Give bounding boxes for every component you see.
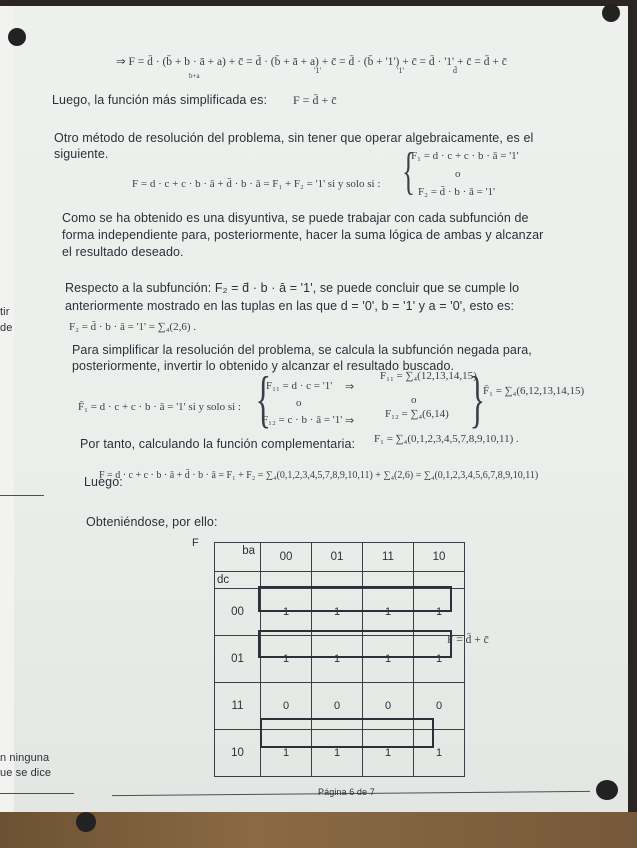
brace-label-d: d̄	[453, 66, 457, 75]
margin-rule-1	[0, 495, 44, 496]
kmap-cell: 1	[414, 730, 465, 777]
binder-hole-bottom-left	[76, 812, 96, 832]
margin-rule-2	[0, 793, 74, 794]
para-simplificar-line-2: posteriormente, invertir lo obtenido y alcanzar el resultado buscado.	[72, 359, 455, 373]
kmap-dc-label: dc	[215, 572, 261, 589]
eq-f1: F₁ = d · c + c · b · ā = '1'	[411, 150, 519, 162]
margin-text-bottom-1: n ninguna	[0, 752, 50, 764]
respecto-line-2: anteriormente mostrado en las tuplas en las que d = '0', b = '1' y a = '0', esto es:	[65, 299, 515, 313]
kmap-cell: 1	[312, 636, 363, 683]
kmap-group-row-00	[258, 586, 452, 612]
kmap-col-header: 01	[312, 543, 363, 572]
kmap-cell: 0	[363, 683, 414, 730]
binder-hole-top-right	[602, 4, 620, 22]
kmap-cell: 1	[312, 730, 363, 777]
brace-label-one-a: '1'	[314, 66, 321, 75]
brace-label-one-b: '1'	[397, 66, 404, 75]
eq-f12: F₁₂ = c · b · ā = '1'	[262, 414, 343, 426]
brace-label-b-plus-a: b+a	[189, 72, 200, 80]
kmap-group-row-10	[260, 718, 434, 748]
kmap-row-header: 10	[215, 730, 261, 777]
kmap-cell: 0	[261, 683, 312, 730]
top-equation: ⇒ F = d̄ · (b̄ + b · ā + a) + c̄ = d̄ · (b̄ + ā + a) + c̄ = d̄ · (b̄ + '1') + c̄ = d̄ · '1' + c̄ = d̄ + c̄	[116, 56, 507, 68]
eq-f11-sum: F₁₁ = ∑₄(12,13,14,15)	[380, 370, 477, 382]
obteniendose-text: Obteniéndose, por ello:	[86, 515, 218, 529]
luego-label: Luego:	[84, 475, 123, 489]
kmap-cell: 1	[312, 589, 363, 636]
kmap-col-header: 10	[414, 543, 465, 572]
kmap-row-header: 00	[215, 589, 261, 636]
page-number: Página 6 de 7	[318, 787, 375, 797]
por-tanto-eq: F₁ = ∑₄(0,1,2,3,4,5,7,8,9,10,11) .	[374, 433, 519, 445]
luego-final-eq: F = d · c + c · b · ā + d̄ · b · ā = F₁ + F₂ = ∑₄(0,1,2,3,4,5,7,8,9,10,11) + ∑₄(2,6) = ∑₄(0,1,2,3,4,5,6,7,8,9,10,11)	[99, 470, 539, 481]
eq-negated-result: F̄₁ = ∑₄(6,12,13,14,15)	[483, 385, 585, 397]
margin-text-bottom-2: ue se dice	[0, 767, 52, 779]
kmap-col-header: 00	[261, 543, 312, 572]
eq-f-disjunction: F = d · c + c · b · ā + d̄ · b · ā = F₁ + F₂ = '1' si y solo si :	[132, 178, 381, 190]
eq-f12-sum: F₁₂ = ∑₄(6,14)	[385, 408, 449, 420]
desk-background	[0, 812, 637, 848]
eq-or-2a: o	[296, 397, 302, 409]
luego-simplified-eq: F = d̄ + c̄	[293, 93, 337, 107]
kmap-cell: 0	[312, 683, 363, 730]
negated-eq-left: F̄₁ = d · c + c · b · ā = '1' si y solo si :	[78, 401, 241, 413]
respecto-eq: F₂ = d̄ · b · ā = '1' = ∑₄(2,6) .	[69, 321, 196, 333]
karnaugh-map	[214, 542, 465, 777]
left-page-edge	[0, 6, 14, 812]
margin-text-left-1: tir	[0, 306, 10, 318]
eq-f11: F₁₁ = d · c = '1'	[266, 380, 333, 392]
eq-arrow-1: ⇒	[345, 381, 355, 393]
luego-simplified-text: Luego, la función más simplificada es:	[52, 93, 268, 107]
brace-left-1: {	[402, 143, 415, 200]
kmap-group-row-01	[258, 630, 452, 658]
por-tanto-text: Por tanto, calculando la función complementaria:	[80, 437, 356, 451]
otro-metodo-line-2: siguiente.	[54, 147, 109, 161]
kmap-cell: 1	[363, 636, 414, 683]
disyuntiva-line-1: Como se ha obtenido es una disyuntiva, se puede trabajar con cada subfunción de	[62, 211, 529, 225]
kmap-result-eq: F = d̄ + c̄	[447, 634, 489, 646]
binder-hole-top-left	[8, 28, 26, 46]
kmap-cell: 1	[363, 589, 414, 636]
disyuntiva-line-3: el resultado deseado.	[62, 245, 184, 259]
kmap-cell: 1	[261, 730, 312, 777]
kmap-cell: 1	[261, 589, 312, 636]
otro-metodo-line-1: Otro método de resolución del problema, sin tener que operar algebraicamente, es el	[54, 131, 534, 145]
para-simplificar-line-1: Para simplificar la resolución del problema, se calcula la subfunción negada para,	[72, 343, 532, 357]
kmap-cell: 1	[414, 589, 465, 636]
brace-right-2: }	[469, 363, 486, 434]
eq-arrow-2: ⇒	[345, 415, 355, 427]
binder-hole-bottom-right	[596, 780, 618, 800]
eq-or-2b: o	[411, 394, 417, 406]
eq-f2: F₂ = d̄ · b · ā = '1'	[418, 186, 496, 198]
kmap-cell: 1	[414, 636, 465, 683]
kmap-f-label: F	[192, 537, 199, 549]
kmap-cell: 1	[363, 730, 414, 777]
brace-left-2: {	[255, 363, 272, 434]
kmap-cell: 0	[414, 683, 465, 730]
margin-text-left-2: de	[0, 322, 13, 334]
kmap-row-header: 01	[215, 636, 261, 683]
kmap-col-header: 11	[363, 543, 414, 572]
kmap-ba-label: ba	[242, 545, 255, 557]
kmap-corner	[215, 543, 261, 572]
respecto-line-1: Respecto a la subfunción: F₂ = d̄ · b · ā = '1', se puede concluir que se cumple lo	[65, 281, 520, 295]
eq-or-1: o	[455, 168, 461, 180]
kmap-row-header: 11	[215, 683, 261, 730]
kmap-cell: 1	[261, 636, 312, 683]
disyuntiva-line-2: forma independiente para, posteriormente, hacer la suma lógica de ambas y alcanzar	[62, 228, 544, 242]
